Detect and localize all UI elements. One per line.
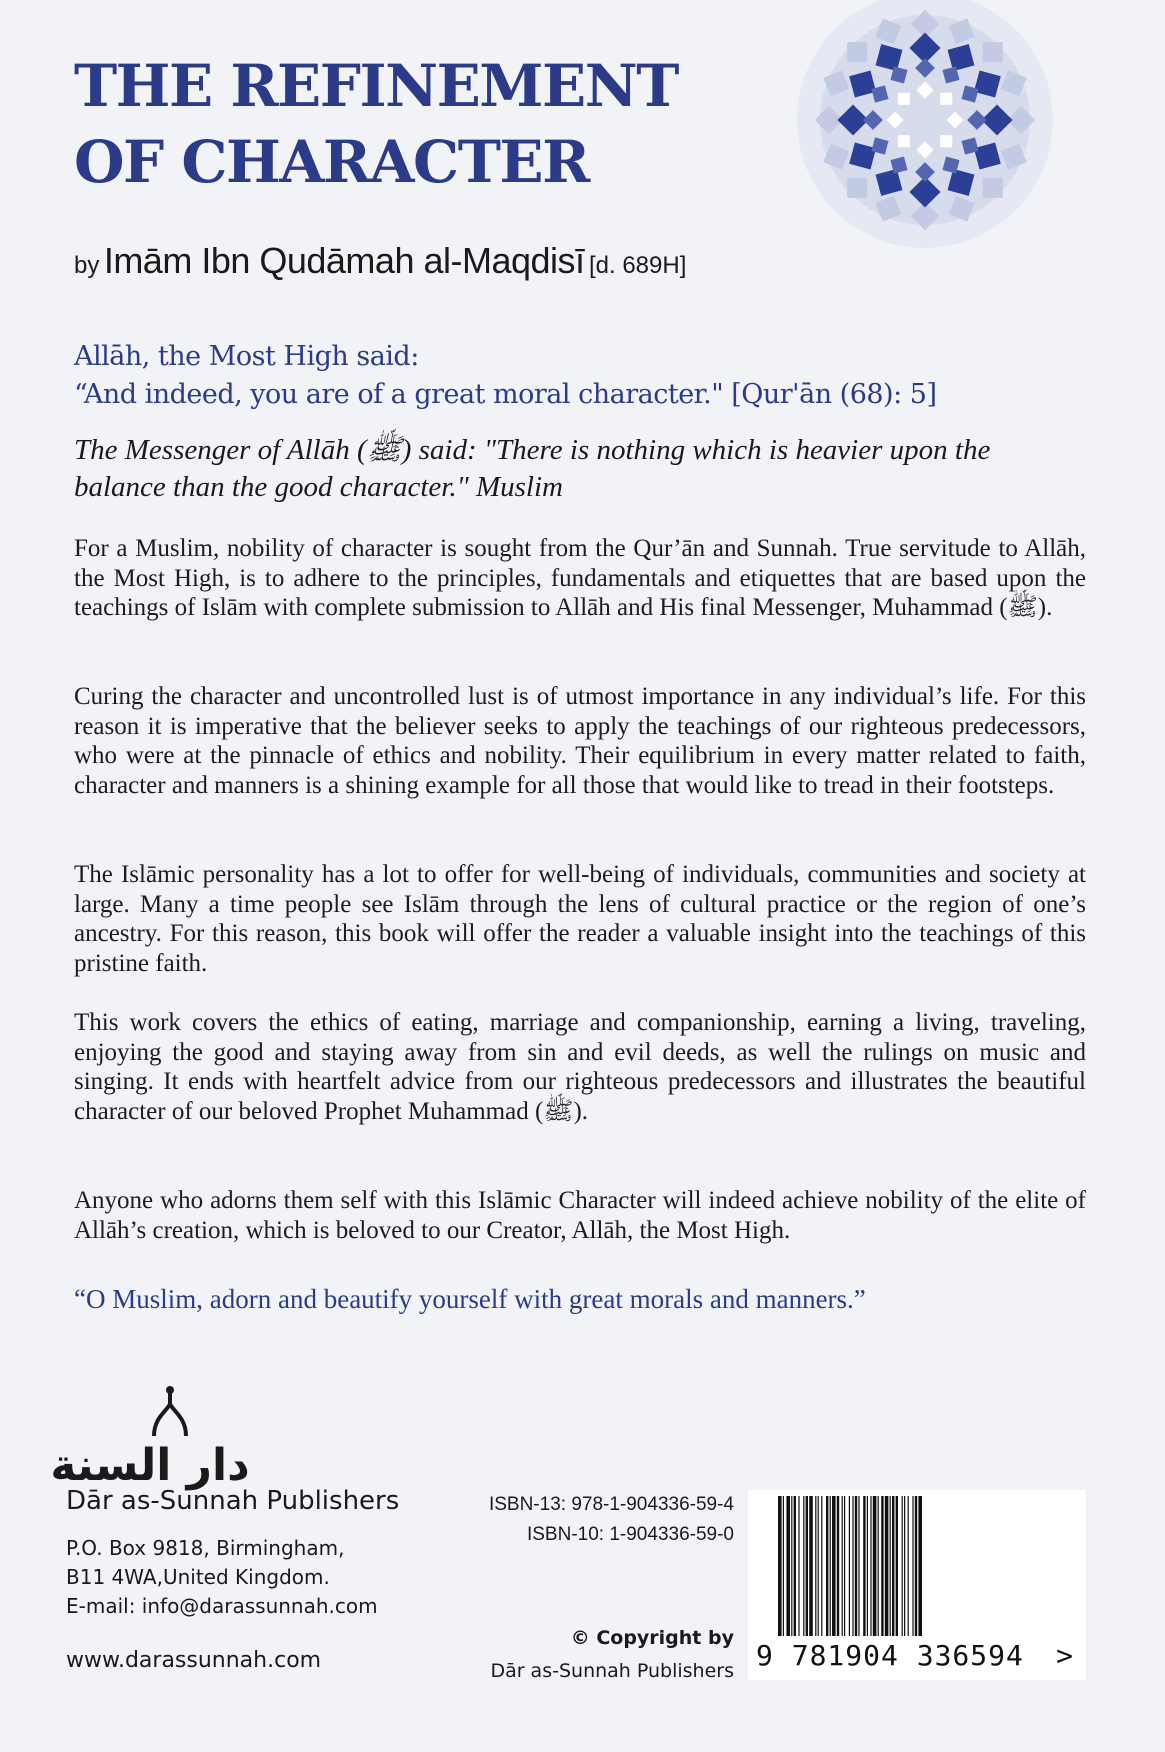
book-title-line2: OF CHARACTER [74,128,589,196]
barcode-bar [832,1496,836,1636]
barcode-bar [915,1496,917,1636]
copyright-line1: © Copyright by [570,1627,734,1649]
ornament-tile [898,93,910,105]
barcode-bar [852,1496,853,1636]
ornament-tile [983,178,1003,198]
copyright-line2: Dār as-Sunnah Publishers [490,1660,734,1682]
barcode-bar [786,1496,790,1636]
description-paragraph: Anyone who adorns them self with this Islāmic Character will indeed achieve nobility of the elite of Allāh’s creation, which is beloved to our Creator, Allāh, the Most High. [74,1187,1086,1244]
author-death-date: [d. 689H] [588,252,687,279]
geometric-ornament-icon [775,0,1075,300]
barcode-bar [842,1496,843,1636]
ornament-tile [898,135,910,147]
barcode-bar [815,1496,816,1636]
publisher-logo-text: دار السنة [50,1440,250,1491]
publisher-email: E-mail: info@darassunnah.com [66,1594,378,1618]
copyright-notice [424,1622,734,1688]
publisher-logo-icon [50,1382,250,1492]
book-title-line1: THE REFINEMENT [74,52,678,120]
barcode-bar [821,1496,822,1636]
barcode-bar [791,1496,792,1636]
barcode-bar [803,1496,804,1636]
barcode-bar [863,1496,865,1636]
barcode-bar [878,1496,879,1636]
barcode-bar [908,1496,909,1636]
ornament-tile [983,42,1003,62]
closing-quote: “O Muslim, adorn and beautify yourself with great morals and manners.” [74,1284,866,1314]
byline-by: by [74,252,100,279]
publisher-name: Dār as-Sunnah Publishers [66,1486,400,1516]
ornament-tile [940,135,952,147]
barcode-bar [849,1496,850,1636]
quran-quote-line2: “And indeed, you are of a great moral character." [Qur'ān (68): 5] [74,379,937,410]
barcode-arrow: > [1056,1639,1074,1672]
barcode-bar [896,1496,898,1636]
barcode-digits: 9 781904 336594 [756,1639,1024,1672]
barcode-bar [783,1496,784,1636]
ornament-tile [847,178,867,198]
ornament-tile [940,93,952,105]
barcode-bar [890,1496,891,1636]
barcode-bar [809,1496,813,1636]
barcode-bar [844,1496,845,1636]
barcode-bar [798,1496,799,1636]
author-name: Imām Ibn Qudāmah al-Maqdisī [103,240,585,281]
description-paragraph: Curing the character and uncontrolled lust is of utmost importance in any individual’s life. For this reason it is imperative that the believer seeks to apply the teachings of our righteous predecessors, who were at the pinnacle of ethics and nobility. Their equilibrium in every matter related to faith, character and manners is a shining example for all those that would like to tread in their footsteps. [74,683,1086,799]
isbn-10: ISBN-10: 1-904336-59-0 [526,1524,734,1545]
barcode-bar [855,1496,857,1636]
book-title [74,48,774,200]
address-line: B11 4WA,United Kingdom. [66,1565,330,1589]
barcode-bar [918,1496,922,1636]
barcode-bar [778,1496,782,1636]
barcode-bar [806,1496,808,1636]
barcode-bar [818,1496,819,1636]
description-paragraph: The Islāmic personality has a lot to offer for well-being of individuals, communities and society at large. Many a time people see Islām through the lens of cultural practice or the region of one’s ancestry. For this reason, this book will offer the reader a valuable insight into the teachings of this pristine faith. [74,861,1086,977]
barcode-bar [826,1496,828,1636]
barcode-bar [830,1496,831,1636]
barcode-bar [885,1496,889,1636]
barcode-icon [748,1490,1086,1640]
barcode-bar [837,1496,839,1636]
description-paragraph: This work covers the ethics of eating, marriage and companionship, earning a living, traveling, enjoying the good and staying away from sin and evil deeds, as well the rulings on music and singing. It ends with heartfelt advice from our righteous predecessors and illustrates the beautiful character of our beloved Prophet Muhammad (ﷺ). [74,1009,1086,1125]
barcode-bar [794,1496,796,1636]
publisher-address [66,1534,378,1621]
author-byline [74,240,686,282]
description-paragraph: For a Muslim, nobility of character is sought from the Qur’ān and Sunnah. True servitude to Allāh, the Most High, is to adhere to the principles, fundamentals and etiquettes that are based upon the teachings of Islām with complete submission to Allāh and His final Messenger, Muhammad (ﷺ). [74,535,1086,621]
ornament-tile [847,42,867,62]
quran-quote-line1: Allāh, the Most High said: [74,341,419,372]
hadith-quote: The Messenger of Allāh (ﷺ) said: "There is nothing which is heavier upon the balance than the good character." Muslim [74,434,991,503]
barcode-digits-row [756,1640,1078,1672]
barcode-bar [904,1496,905,1636]
quran-quote [74,338,1084,414]
barcode-bar [870,1496,871,1636]
address-line: P.O. Box 9818, Birmingham, [66,1536,345,1560]
barcode-bar [873,1496,877,1636]
isbn-barcode [748,1490,1086,1680]
publisher-website: www.darassunnah.com [66,1648,322,1673]
barcode-bar [912,1496,913,1636]
barcode-bar [902,1496,903,1636]
barcode-bar [881,1496,883,1636]
isbn-13: ISBN-13: 978-1-904336-59-4 [488,1494,734,1515]
barcode-bar [858,1496,859,1636]
barcode-bar [867,1496,868,1636]
barcode-bar [892,1496,894,1636]
